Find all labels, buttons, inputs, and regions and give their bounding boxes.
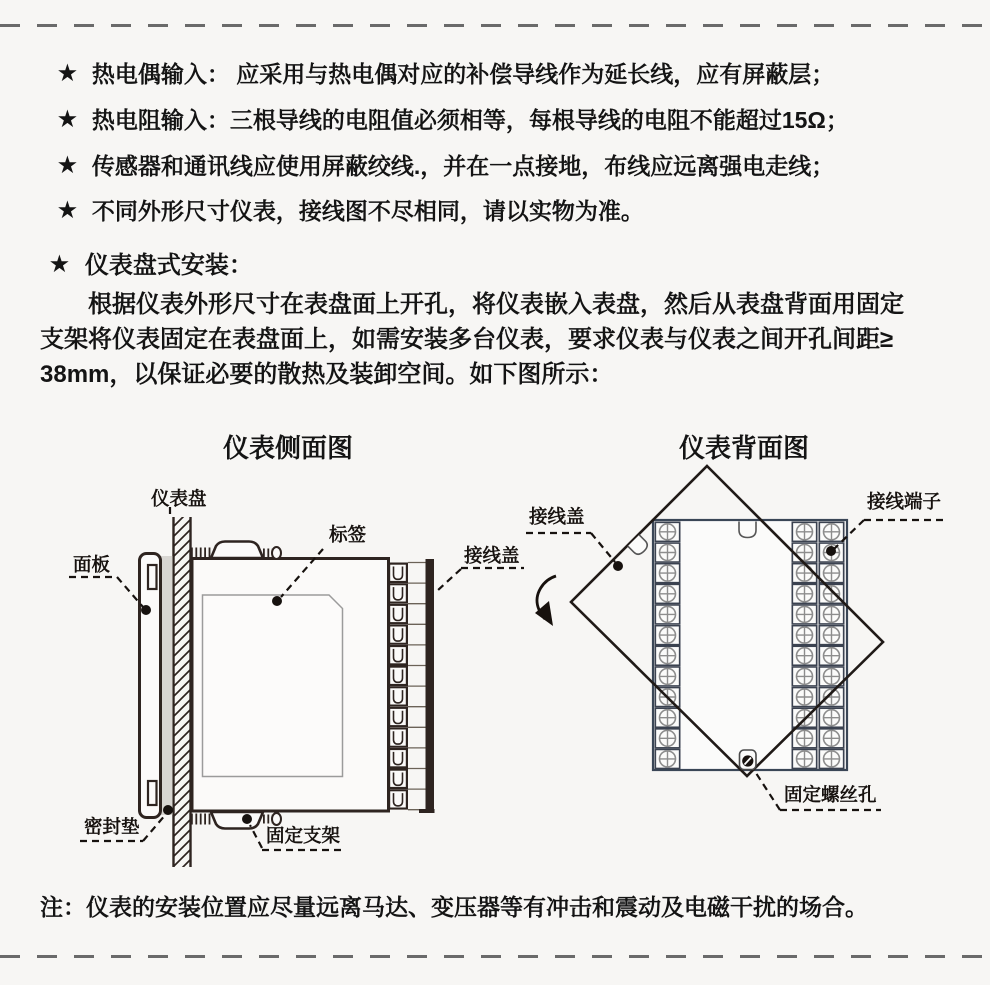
bullet-text: 不同外形尺寸仪表，接线图不尽相同，请以实物为准。: [91, 198, 644, 224]
top-tab: [739, 522, 756, 538]
fixing-screw-tab: [740, 750, 757, 770]
bullet-text: 热电偶输入： 应采用与热电偶对应的补偿导线作为延长线，应有屏蔽层；: [91, 61, 835, 87]
star-icon: ★: [58, 199, 77, 222]
label-front-panel: 面板: [73, 554, 111, 575]
front-panel-bezel: [140, 554, 161, 818]
installation-note: 注：仪表的安装位置应尽量远离马达、变压器等有冲击和震动及电磁干扰的场合。: [40, 894, 868, 920]
bullet-text: 传感器和通讯线应使用屏蔽绞线.，并在一点接地，布线应远离强电走线；: [91, 153, 835, 179]
terminal-column-right: [819, 522, 843, 768]
rotation-arrow-icon: [535, 576, 556, 626]
bullet-text: 热电阻输入：三根导线的电阻值必须相等，每根导线的电阻不能超过15Ω；: [91, 107, 849, 133]
label-sticker-area: [203, 595, 343, 777]
sealing-gasket: [161, 556, 173, 815]
label-terminal-cover-side: 接线盖: [464, 545, 520, 566]
star-icon: ★: [58, 154, 77, 177]
cover-tab: [628, 535, 650, 557]
label-screw-hole: 固定螺丝孔: [784, 784, 877, 805]
label-panel-board: 仪表盘: [151, 488, 207, 509]
star-icon: ★: [58, 108, 77, 131]
bottom-dashed-divider: [0, 955, 990, 958]
label-gasket: 密封垫: [84, 816, 140, 837]
paragraph-line-2: 支架将仪表固定在表盘面上，如需安装多台仪表，要求仪表与仪表之间开孔间距≥: [40, 326, 894, 353]
star-icon: ★: [50, 253, 69, 276]
side-view-diagram: [69, 488, 524, 867]
back-view-title: 仪表背面图: [678, 434, 809, 464]
star-icon: ★: [58, 62, 77, 85]
back-view-diagram: [526, 466, 943, 810]
back-plate: [653, 520, 847, 770]
label-terminal-block: 接线端子: [867, 491, 942, 512]
paragraph-line-1: 根据仪表外形尺寸在表盘面上开孔，将仪表嵌入表盘，然后从表盘背面用固定: [88, 291, 904, 318]
panel-wall: [173, 517, 191, 867]
side-view-title: 仪表侧面图: [222, 434, 353, 464]
label-sticker: 标签: [329, 524, 367, 545]
mounting-clamp-top: [191, 542, 281, 560]
terminal-column-left: [655, 522, 679, 768]
label-terminal-cover-back: 接线盖: [529, 506, 585, 527]
terminal-column-middle: [792, 522, 816, 768]
paragraph-line-3: 38mm，以保证必要的散热及装卸空间。如下图所示：: [40, 361, 614, 388]
terminal-strip: [389, 563, 425, 810]
section-title-text: 仪表盘式安装：: [84, 252, 253, 279]
label-bracket: 固定支架: [266, 825, 341, 846]
